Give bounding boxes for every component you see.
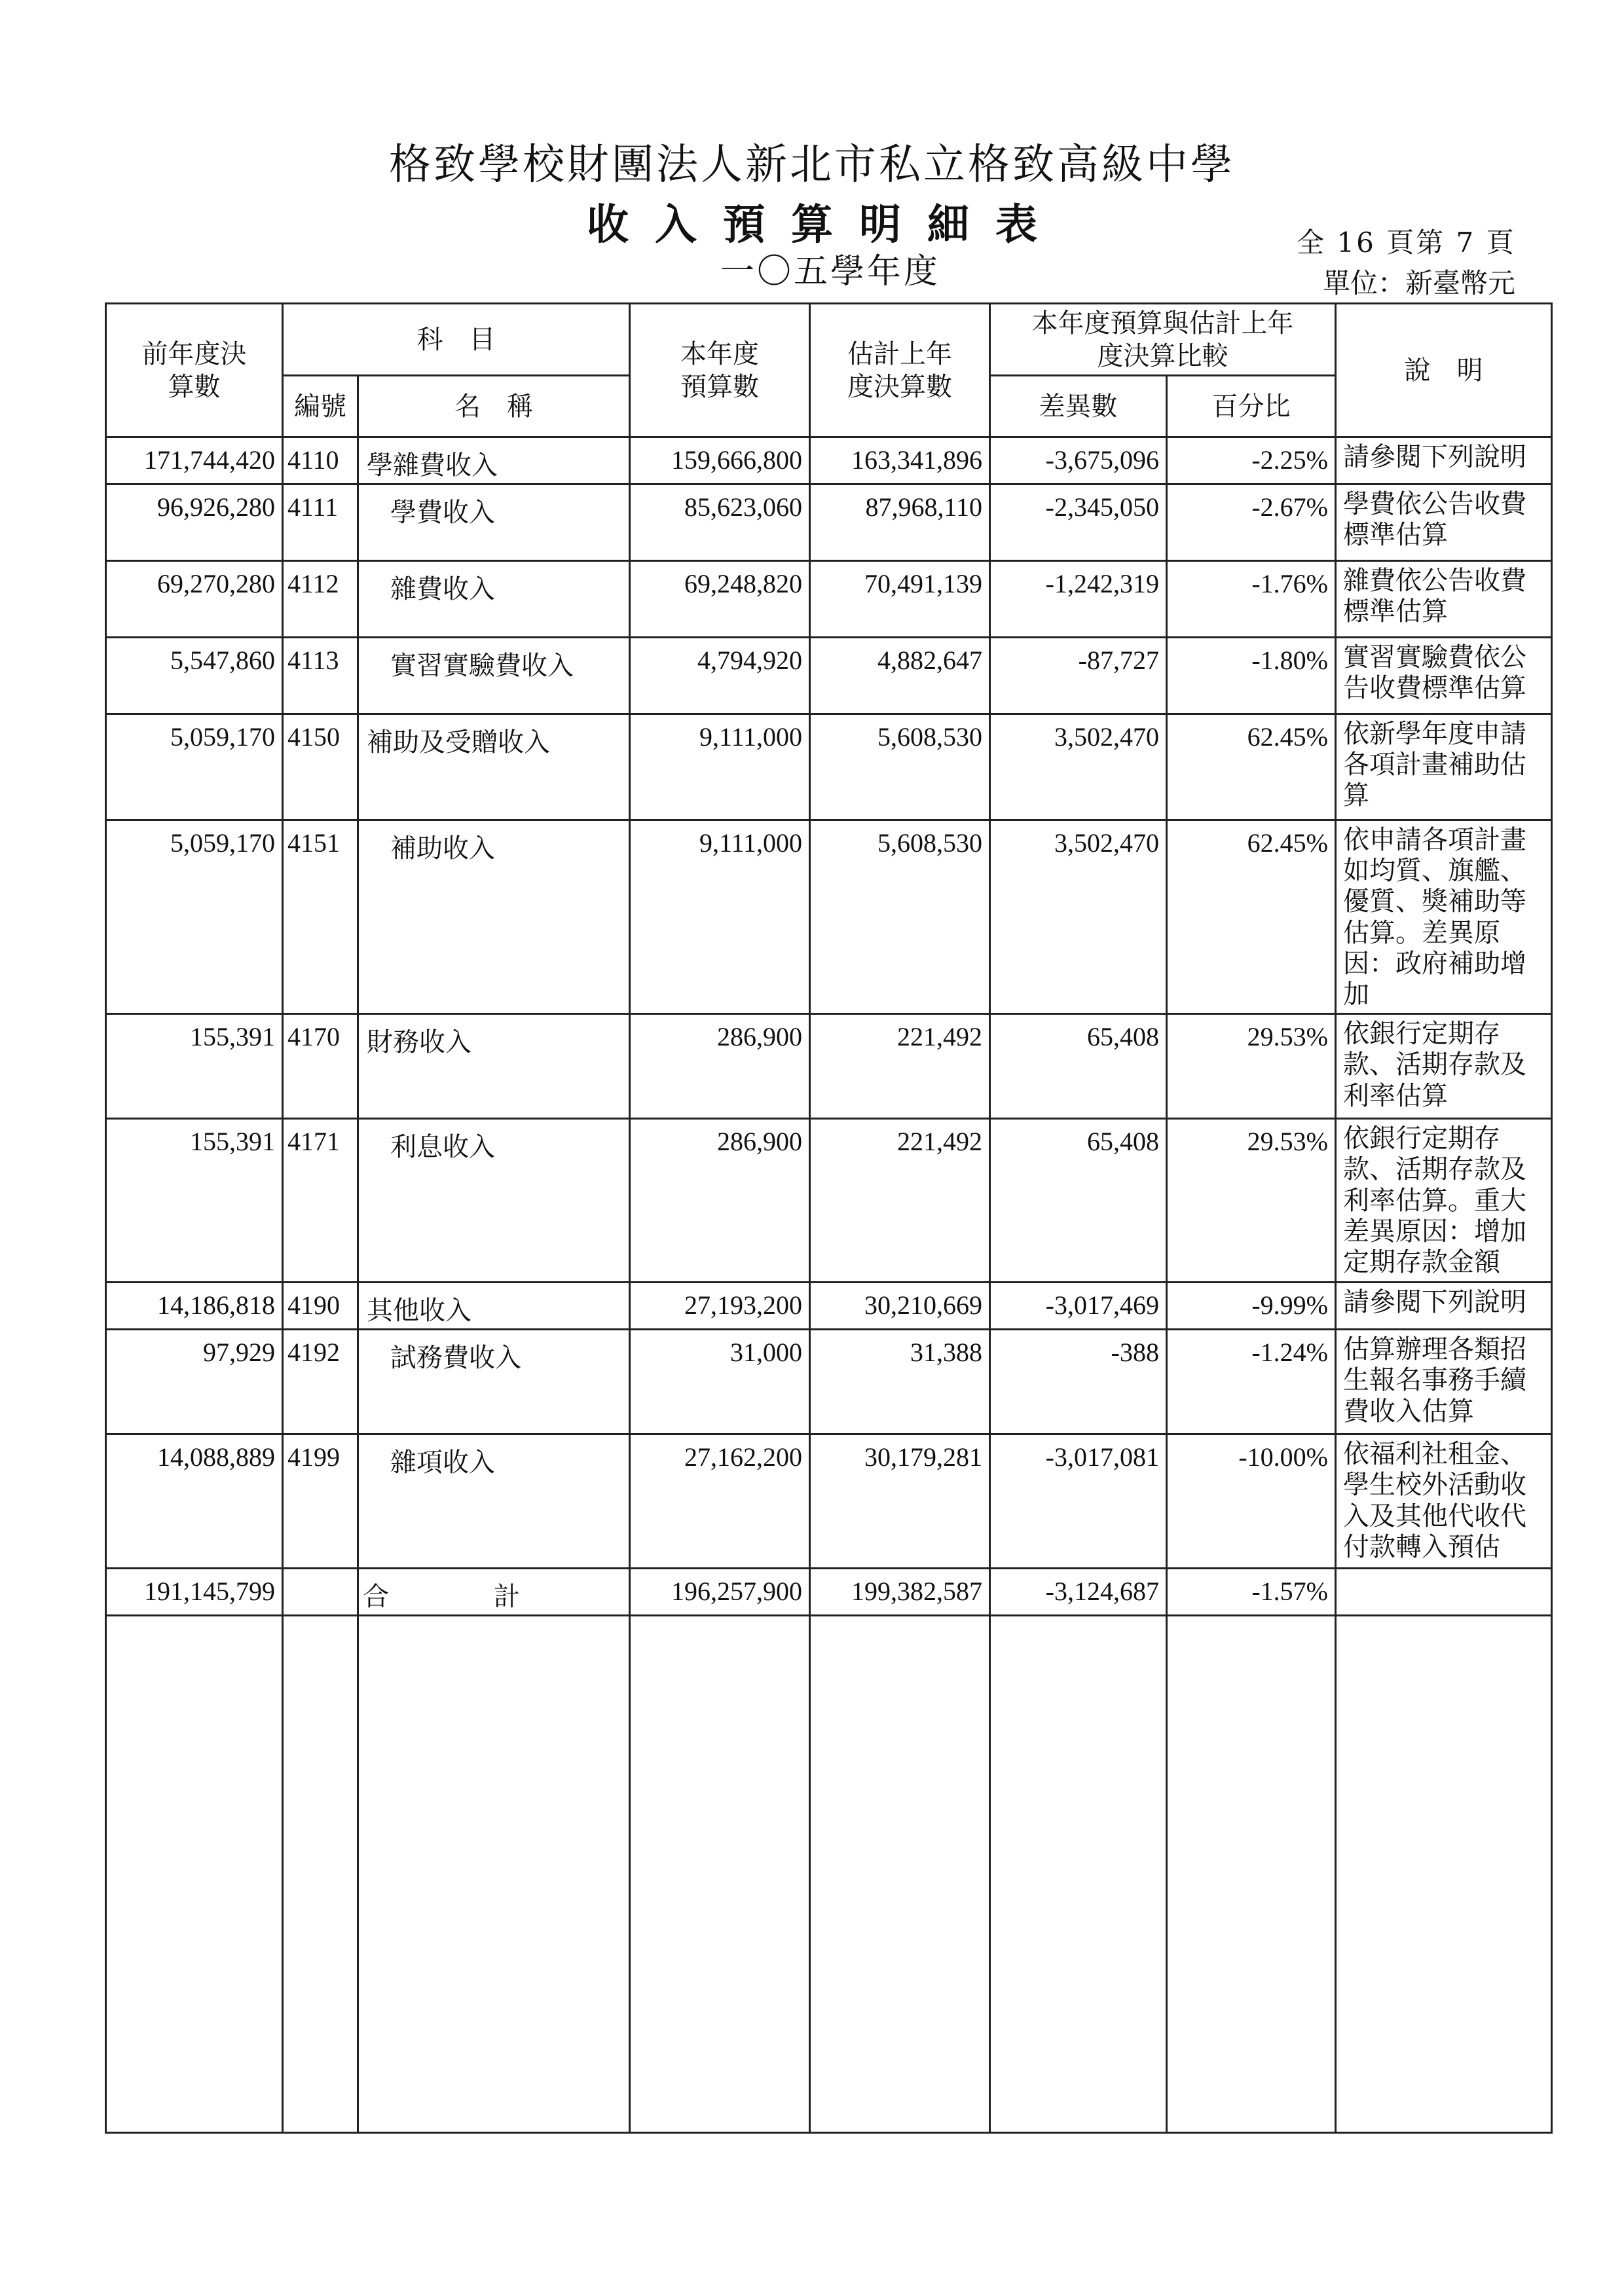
total-est-cell: 199,382,587 xyxy=(810,1569,990,1616)
note-cell: 估算辦理各類招生報名事務手續費收入估算 xyxy=(1336,1330,1552,1434)
prior-cell: 5,059,170 xyxy=(106,714,283,820)
code-cell: 4151 xyxy=(283,820,358,1014)
blank-cell xyxy=(630,1616,810,2133)
est-cell: 163,341,896 xyxy=(810,437,990,484)
code-cell: 4112 xyxy=(283,561,358,638)
pct-cell: -1.76% xyxy=(1167,561,1336,638)
name-cell: 雜項收入 xyxy=(358,1434,630,1569)
total-diff-cell: -3,124,687 xyxy=(990,1569,1167,1616)
budget-cell: 4,794,920 xyxy=(630,638,810,714)
note-cell: 請參閱下列說明 xyxy=(1336,1283,1552,1330)
budget-cell: 27,193,200 xyxy=(630,1283,810,1330)
blank-cell xyxy=(990,1616,1167,2133)
table-row xyxy=(106,561,1552,638)
est-cell: 221,492 xyxy=(810,1014,990,1119)
name-cell: 補助收入 xyxy=(358,820,630,1014)
blank-cell xyxy=(358,1616,630,2133)
blank-cell xyxy=(283,1616,358,2133)
table-row xyxy=(106,1434,1552,1569)
name-cell: 其他收入 xyxy=(358,1283,630,1330)
pct-cell: -2.25% xyxy=(1167,437,1336,484)
document-subtitle: 收入預算明細表 xyxy=(587,200,1063,249)
table-row xyxy=(106,437,1552,484)
table-row xyxy=(106,820,1552,1014)
diff-cell: -87,727 xyxy=(990,638,1167,714)
blank-cell xyxy=(1336,1616,1552,2133)
table-row xyxy=(106,1330,1552,1434)
col-percent: 百分比 xyxy=(1167,376,1336,437)
budget-cell: 85,623,060 xyxy=(630,484,810,561)
code-cell: 4150 xyxy=(283,714,358,820)
budget-cell: 286,900 xyxy=(630,1014,810,1119)
prior-cell: 155,391 xyxy=(106,1014,283,1119)
col-name: 名 稱 xyxy=(358,376,630,437)
col-code: 編號 xyxy=(283,376,358,437)
code-cell: 4199 xyxy=(283,1434,358,1569)
total-code-cell xyxy=(283,1569,358,1616)
school-year: 一〇五學年度 xyxy=(720,252,941,291)
pct-cell: -2.67% xyxy=(1167,484,1336,561)
pct-cell: -9.99% xyxy=(1167,1283,1336,1330)
diff-cell: 3,502,470 xyxy=(990,714,1167,820)
total-prior-cell: 191,145,799 xyxy=(106,1569,283,1616)
budget-cell: 69,248,820 xyxy=(630,561,810,638)
diff-cell: 65,408 xyxy=(990,1119,1167,1283)
note-cell: 依福利社租金、學生校外活動收入及其他代收代付款轉入預估 xyxy=(1336,1434,1552,1569)
prior-cell: 14,088,889 xyxy=(106,1434,283,1569)
est-cell: 5,608,530 xyxy=(810,820,990,1014)
col-diff: 差異數 xyxy=(990,376,1167,437)
est-cell: 4,882,647 xyxy=(810,638,990,714)
prior-cell: 69,270,280 xyxy=(106,561,283,638)
table-row xyxy=(106,638,1552,714)
budget-cell: 286,900 xyxy=(630,1119,810,1283)
name-cell: 雜費收入 xyxy=(358,561,630,638)
currency-unit: 單位：新臺幣元 xyxy=(1323,267,1516,299)
table-row xyxy=(106,1014,1552,1119)
budget-cell: 9,111,000 xyxy=(630,714,810,820)
note-cell: 實習實驗費依公告收費標準估算 xyxy=(1336,638,1552,714)
note-cell: 雜費依公告收費標準估算 xyxy=(1336,561,1552,638)
note-cell: 依銀行定期存款、活期存款及利率估算。重大差異原因：增加定期存款金額 xyxy=(1336,1119,1552,1283)
table-row xyxy=(106,714,1552,820)
note-cell: 學費依公告收費標準估算 xyxy=(1336,484,1552,561)
name-cell: 補助及受贈收入 xyxy=(358,714,630,820)
col-prior-year: 前年度決算數 xyxy=(106,304,283,437)
pct-cell: -1.80% xyxy=(1167,638,1336,714)
code-cell: 4110 xyxy=(283,437,358,484)
blank-cell xyxy=(106,1616,283,2133)
code-cell: 4190 xyxy=(283,1283,358,1330)
prior-cell: 5,059,170 xyxy=(106,820,283,1014)
diff-cell: -3,017,081 xyxy=(990,1434,1167,1569)
code-cell: 4111 xyxy=(283,484,358,561)
col-est-last-year: 估計上年度決算數 xyxy=(810,304,990,437)
note-cell: 依新學年度申請各項計畫補助估算 xyxy=(1336,714,1552,820)
table-row xyxy=(106,484,1552,561)
note-cell: 請參閱下列說明 xyxy=(1336,437,1552,484)
col-comparison: 本年度預算與估計上年度決算比較 xyxy=(990,304,1336,376)
pct-cell: 29.53% xyxy=(1167,1119,1336,1283)
est-cell: 30,179,281 xyxy=(810,1434,990,1569)
budget-cell: 31,000 xyxy=(630,1330,810,1434)
diff-cell: -2,345,050 xyxy=(990,484,1167,561)
budget-cell: 27,162,200 xyxy=(630,1434,810,1569)
total-pct-cell: -1.57% xyxy=(1167,1569,1336,1616)
name-cell: 試務費收入 xyxy=(358,1330,630,1434)
blank-cell xyxy=(1167,1616,1336,2133)
diff-cell: -1,242,319 xyxy=(990,561,1167,638)
budget-cell: 159,666,800 xyxy=(630,437,810,484)
col-note: 說 明 xyxy=(1336,304,1552,437)
table-row xyxy=(106,1119,1552,1283)
prior-cell: 97,929 xyxy=(106,1330,283,1434)
page-info: 全 16 頁第 7 頁 xyxy=(1297,227,1516,259)
col-subject: 科 目 xyxy=(283,304,630,376)
pct-cell: 62.45% xyxy=(1167,714,1336,820)
est-cell: 87,968,110 xyxy=(810,484,990,561)
budget-table xyxy=(105,302,1553,2134)
code-cell: 4171 xyxy=(283,1119,358,1283)
prior-cell: 96,926,280 xyxy=(106,484,283,561)
document-title: 格致學校財團法人新北市私立格致高級中學 xyxy=(389,141,1235,189)
prior-cell: 155,391 xyxy=(106,1119,283,1283)
budget-cell: 9,111,000 xyxy=(630,820,810,1014)
col-current-budget: 本年度預算數 xyxy=(630,304,810,437)
est-cell: 221,492 xyxy=(810,1119,990,1283)
diff-cell: 65,408 xyxy=(990,1014,1167,1119)
est-cell: 70,491,139 xyxy=(810,561,990,638)
blank-cell xyxy=(810,1616,990,2133)
name-cell: 財務收入 xyxy=(358,1014,630,1119)
name-cell: 實習實驗費收入 xyxy=(358,638,630,714)
est-cell: 5,608,530 xyxy=(810,714,990,820)
note-cell: 依銀行定期存款、活期存款及利率估算 xyxy=(1336,1014,1552,1119)
prior-cell: 171,744,420 xyxy=(106,437,283,484)
pct-cell: -10.00% xyxy=(1167,1434,1336,1569)
name-cell: 學費收入 xyxy=(358,484,630,561)
code-cell: 4192 xyxy=(283,1330,358,1434)
pct-cell: 62.45% xyxy=(1167,820,1336,1014)
name-cell: 學雜費收入 xyxy=(358,437,630,484)
est-cell: 31,388 xyxy=(810,1330,990,1434)
diff-cell: -3,675,096 xyxy=(990,437,1167,484)
table-row xyxy=(106,1283,1552,1330)
diff-cell: 3,502,470 xyxy=(990,820,1167,1014)
total-label: 合計 xyxy=(358,1569,630,1616)
pct-cell: 29.53% xyxy=(1167,1014,1336,1119)
diff-cell: -388 xyxy=(990,1330,1167,1434)
blank-row xyxy=(106,1616,1552,2133)
prior-cell: 5,547,860 xyxy=(106,638,283,714)
pct-cell: -1.24% xyxy=(1167,1330,1336,1434)
name-cell: 利息收入 xyxy=(358,1119,630,1283)
code-cell: 4170 xyxy=(283,1014,358,1119)
prior-cell: 14,186,818 xyxy=(106,1283,283,1330)
total-budget-cell: 196,257,900 xyxy=(630,1569,810,1616)
diff-cell: -3,017,469 xyxy=(990,1283,1167,1330)
est-cell: 30,210,669 xyxy=(810,1283,990,1330)
total-row xyxy=(106,1569,1552,1616)
code-cell: 4113 xyxy=(283,638,358,714)
note-cell: 依申請各項計畫如均質、旗艦、優質、獎補助等估算。差異原因：政府補助增加 xyxy=(1336,820,1552,1014)
total-note-cell xyxy=(1336,1569,1552,1616)
